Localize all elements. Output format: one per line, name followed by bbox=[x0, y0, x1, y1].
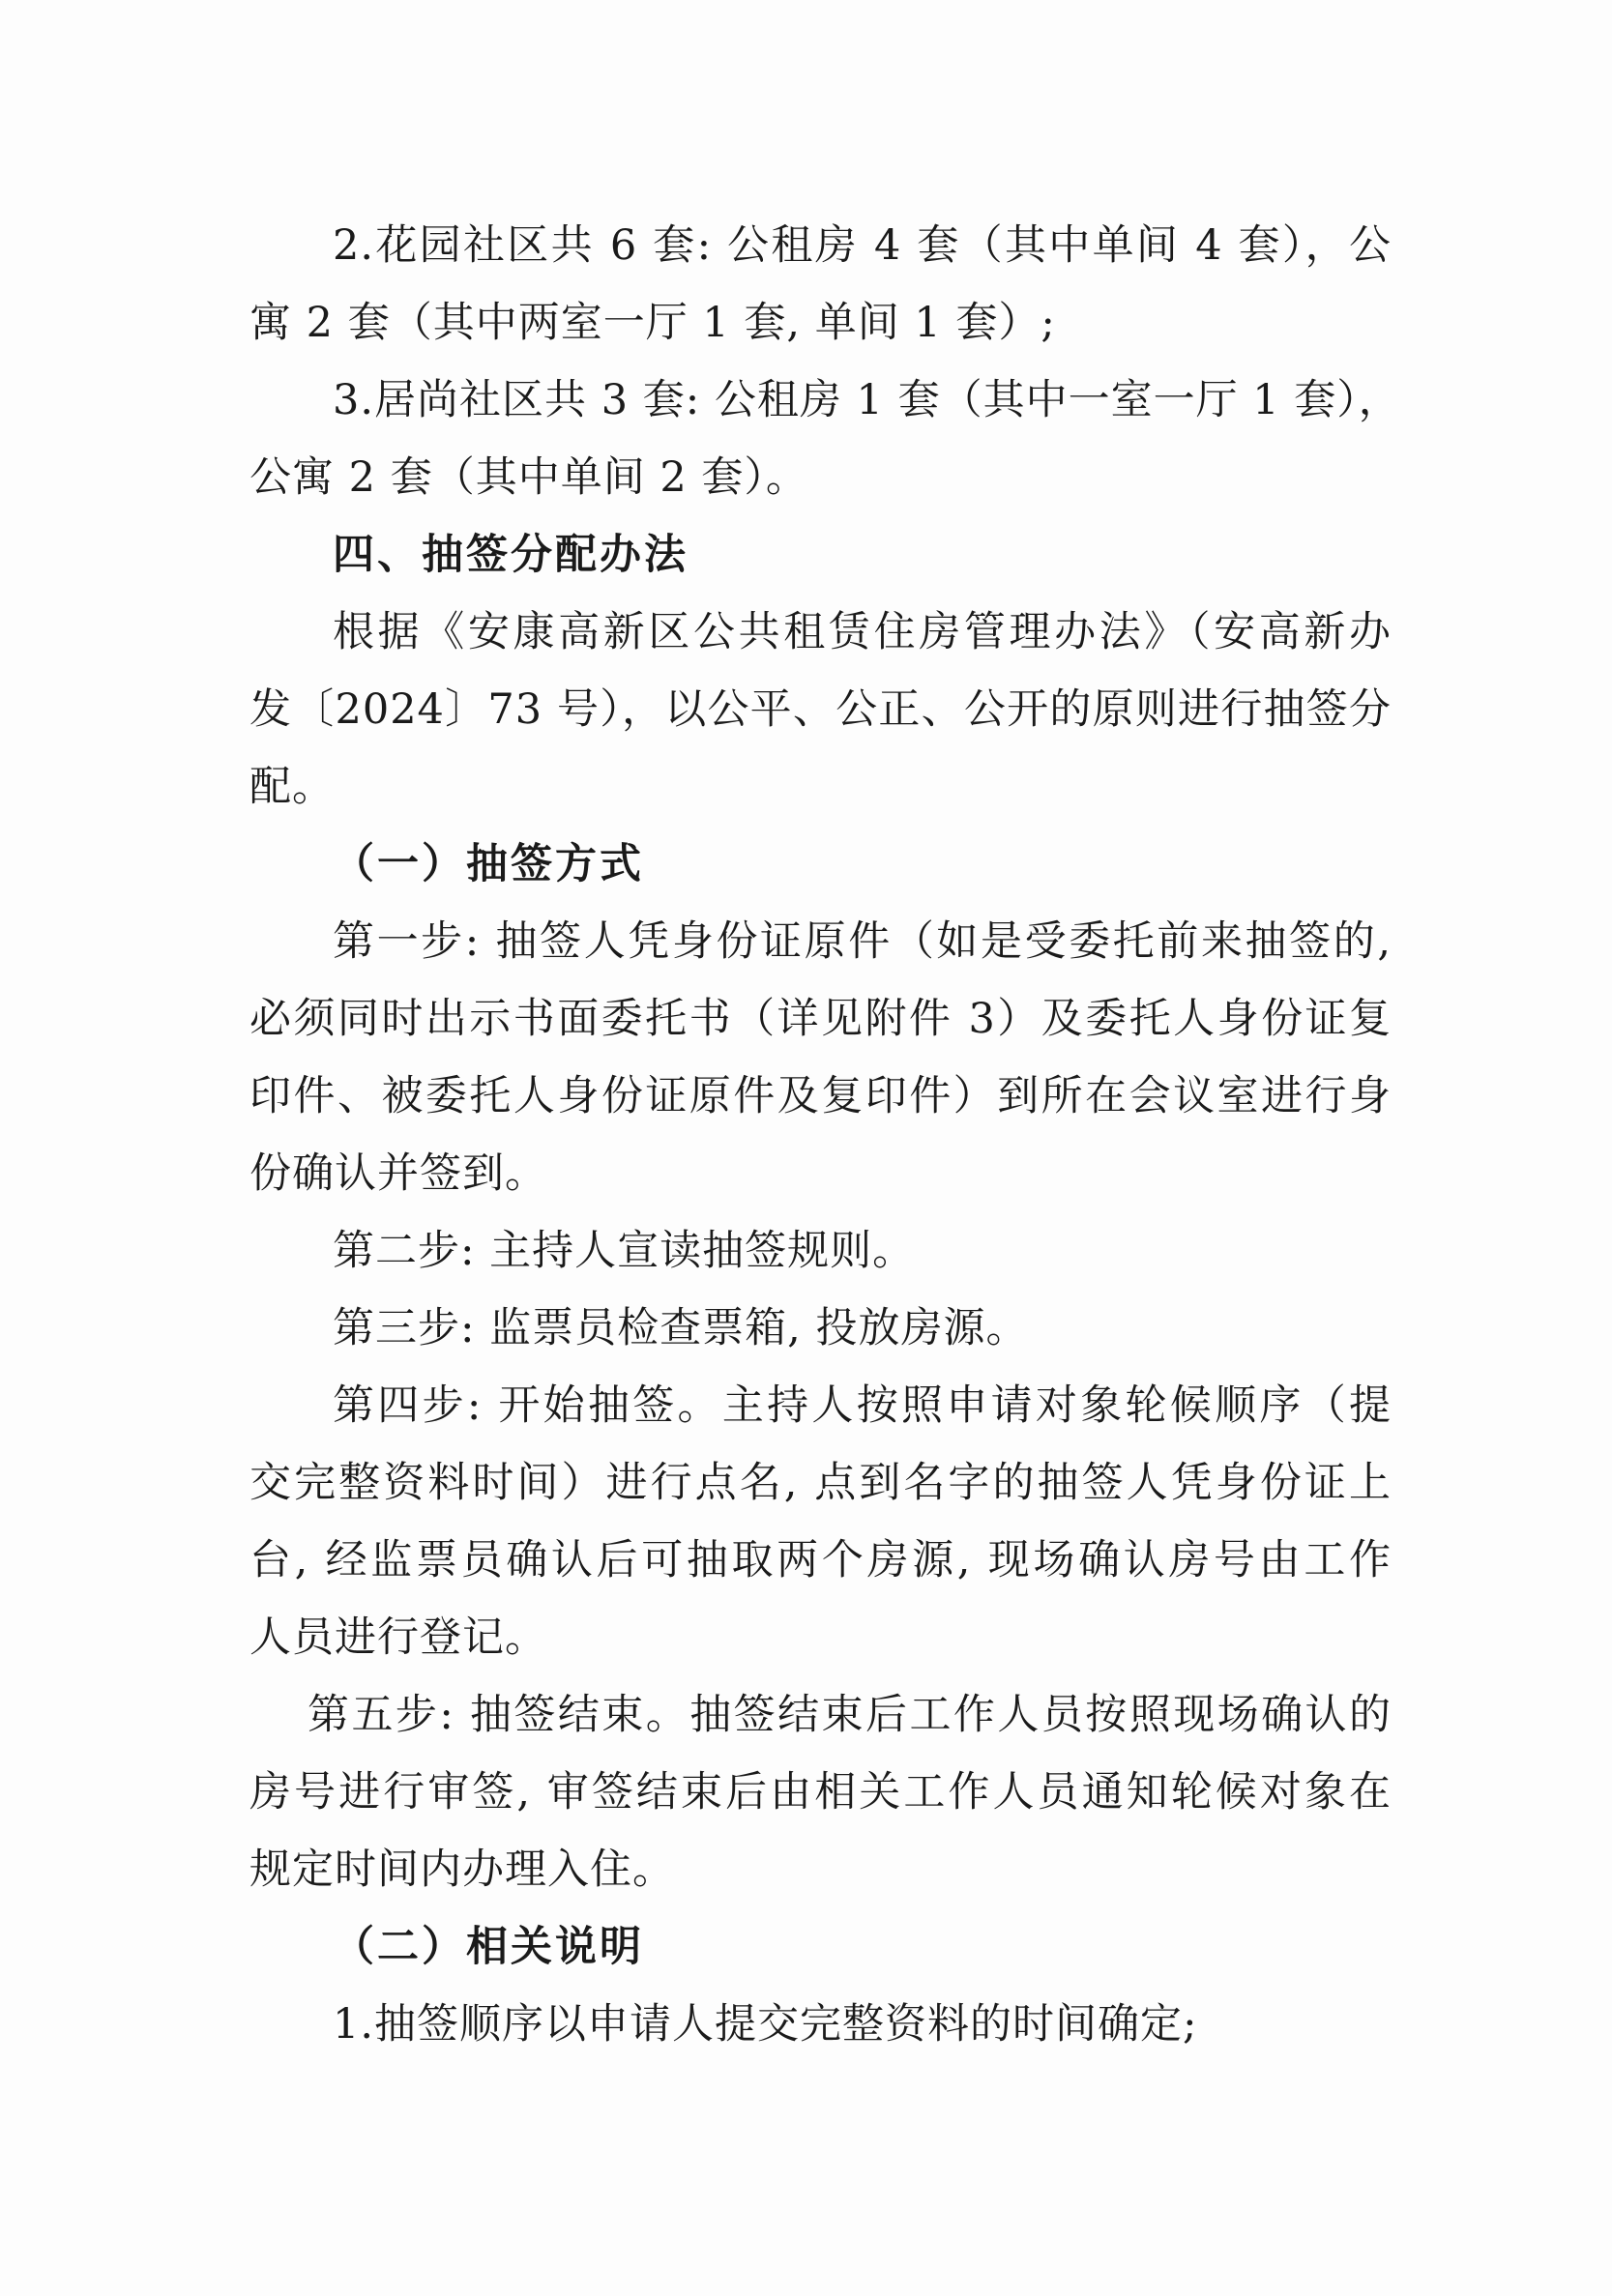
text-line-step-five-cont: 房号进行审签, 审签结束后由相关工作人员通知轮候对象在 bbox=[249, 1768, 1392, 1816]
text-line-step-four-cont-1: 交完整资料时间）进行点名, 点到名字的抽签人凭身份证上 bbox=[249, 1459, 1392, 1507]
text-line-step-one: 第一步: 抽签人凭身份证原件（如是受委托前来抽签的, bbox=[333, 917, 1392, 966]
text-line-note-one: 1.抽签顺序以申请人提交完整资料的时间确定; bbox=[333, 2000, 1198, 2049]
text-line-jushang-community: 3.居尚社区共 3 套: 公租房 1 套（其中一室一厅 1 套）， bbox=[333, 376, 1401, 424]
text-line-garden-apartments: 寓 2 套（其中两室一厅 1 套, 单间 1 套）; bbox=[249, 299, 1056, 347]
text-line-step-four-cont-2: 台, 经监票员确认后可抽取两个房源, 现场确认房号由工作 bbox=[249, 1536, 1392, 1584]
text-line-step-one-cont-1: 必须同时出示书面委托书（详见附件 3）及委托人身份证复 bbox=[249, 995, 1392, 1043]
section-heading-lottery-method: 四、抽签分配办法 bbox=[333, 531, 689, 579]
text-line-step-five: 第五步: 抽签结束。抽签结束后工作人员按照现场确认的 bbox=[308, 1691, 1392, 1739]
text-line-jushang-apartments: 公寓 2 套（其中单间 2 套）。 bbox=[249, 453, 808, 502]
subsection-heading-lottery-procedure: （一）抽签方式 bbox=[333, 840, 644, 888]
text-line-step-four: 第四步: 开始抽签。主持人按照申请对象轮候顺序（提 bbox=[333, 1381, 1392, 1430]
subsection-heading-related-notes: （二）相关说明 bbox=[333, 1923, 644, 1971]
text-line-garden-community: 2.花园社区共 6 套: 公租房 4 套（其中单间 4 套），公 bbox=[333, 221, 1392, 270]
text-line-step-five-end: 规定时间内办理入住。 bbox=[249, 1846, 675, 1894]
text-line-step-one-cont-2: 印件、被委托人身份证原件及复印件）到所在会议室进行身 bbox=[249, 1072, 1392, 1120]
text-line-step-three: 第三步: 监票员检查票箱, 投放房源。 bbox=[333, 1304, 1029, 1352]
text-line-basis-end: 配。 bbox=[249, 763, 335, 811]
text-line-basis-cont: 发〔2024〕73 号），以公平、公正、公开的原则进行抽签分 bbox=[249, 685, 1392, 734]
text-line-step-one-end: 份确认并签到。 bbox=[249, 1149, 547, 1198]
text-line-step-four-end: 人员进行登记。 bbox=[249, 1613, 547, 1662]
text-line-step-two: 第二步: 主持人宣读抽签规则。 bbox=[333, 1227, 916, 1275]
text-line-basis: 根据《安康高新区公共租赁住房管理办法》（安高新办 bbox=[333, 608, 1392, 656]
